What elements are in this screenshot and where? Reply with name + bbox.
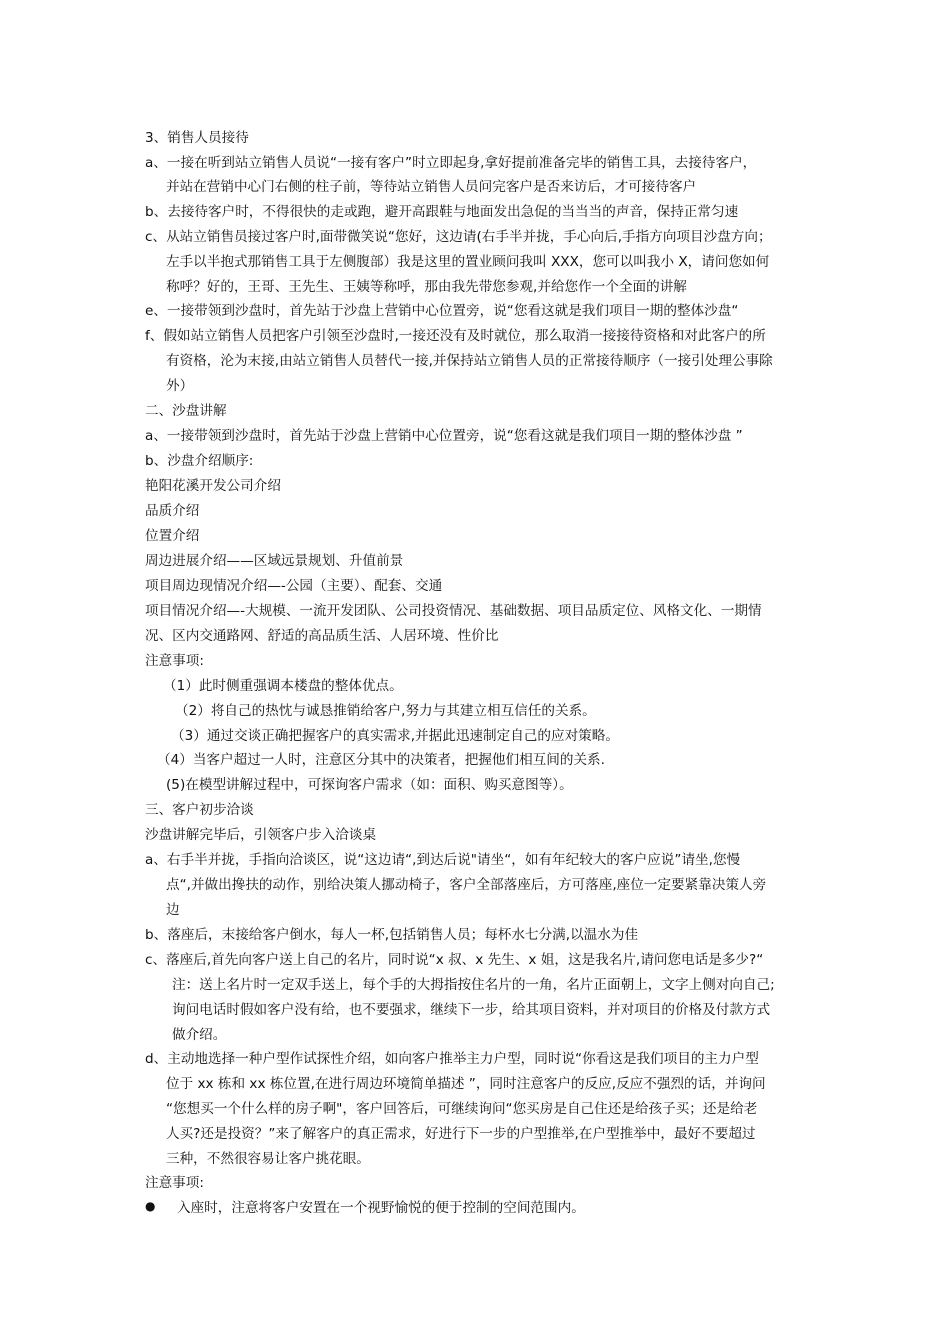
sandtable-order-5: 项目周边现情况介绍—-公园（主要）、配套、交通 <box>145 578 443 594</box>
negotiation-item-a-line3: 边 <box>166 902 180 918</box>
section-heading-reception: 3、销售人员接待 <box>145 130 249 146</box>
reception-item-e-line1: e、一接带领到沙盘时，首先站于沙盘上营销中心位置旁，说“您看这就是我们项目一期的整体沙盘“ <box>145 303 739 319</box>
sandtable-note-5: (5)在模型讲解过程中，可探询客户需求（如：面积、购买意图等）。 <box>166 777 573 793</box>
negotiation-item-d-line5: 三种，不然很容易让客户挑花眼。 <box>166 1151 370 1167</box>
reception-item-f-line1: f、假如站立销售人员把客户引领至沙盘时,一接还没有及时就位，那么取消一接接待资格和对此客户的所 <box>145 328 766 344</box>
reception-item-c-line2: 左手以半抱式那销售工具于左侧腹部）我是这里的置业顾问我叫 XXX，您可以叫我小 X，请问您如何 <box>166 254 770 270</box>
negotiation-item-c-line3: 询问电话时假如客户没有给，也不要强求，继续下一步，给其项目资料，并对项目的价格及付款方式 <box>172 1002 771 1018</box>
negotiation-item-d-line2: 位于 xx 栋和 xx 栋位置,在进行周边环境简单描述 ”，同时注意客户的反应,反应不强烈的话，并询问 <box>166 1076 766 1092</box>
sandtable-order-2: 品质介绍 <box>145 503 200 519</box>
sandtable-note-1: （1）此时侧重强调本楼盘的整体优点。 <box>163 678 403 694</box>
reception-item-c-line1: c、从站立销售员接过客户时,面带微笑说“您好，这边请(右手半并拢，手心向后,手指方向项目沙盘方向； <box>145 229 772 245</box>
sandtable-order-4: 周边进展介绍——区域远景规划、升值前景 <box>145 553 404 569</box>
reception-item-c-line3: 称呼？好的，王哥、王先生、王姨等称呼，那由我先带您参观,并给您作一个全面的讲解 <box>166 279 687 295</box>
negotiation-item-d-line3: “您想买一个什么样的房子啊"，客户回答后，可继续询问“您买房是自己住还是给孩子买；还是给老 <box>166 1101 758 1117</box>
reception-item-b-line1: b、去接待客户时，不得很快的走或跑，避开高跟鞋与地面发出急促的当当当的声音，保持正常匀速 <box>145 204 739 220</box>
sandtable-note-2: （2）将自己的热忱与诚恳推销给客户,努力与其建立相互信任的关系。 <box>175 703 596 719</box>
sandtable-item-a: a、一接带领到沙盘时，首先站于沙盘上营销中心位置旁，说“您看这就是我们项目一期的整体沙盘 ” <box>145 428 743 444</box>
negotiation-item-b-line1: b、落座后，末接给客户倒水，每人一杯,包括销售人员；每杯水七分满,以温水为佳 <box>145 927 639 943</box>
negotiation-bullet-1: 入座时，注意将客户安置在一个视野愉悦的便于控制的空间范围内。 <box>177 1200 585 1216</box>
negotiation-item-c-line4: 做介绍。 <box>172 1027 227 1043</box>
sandtable-note-4: （4）当客户超过一人时，注意区分其中的决策者，把握他们相互间的关系. <box>157 752 605 768</box>
negotiation-intro: 沙盘讲解完毕后，引领客户步入洽谈桌 <box>145 827 377 843</box>
sandtable-notes-heading: 注意事项: <box>145 653 204 669</box>
sandtable-order-3: 位置介绍 <box>145 528 200 544</box>
reception-item-a-line1: a、一接在听到站立销售人员说“一接有客户”时立即起身,拿好提前准备完毕的销售工具，去接待客户， <box>145 155 757 171</box>
negotiation-item-c-line2: 注：送上名片时一定双手送上，每个手的大拇指按住名片的一角，名片正面朝上，文字上侧对向自己; <box>172 977 775 993</box>
sandtable-order-6: 项目情况介绍—-大规模、一流开发团队、公司投资情况、基础数据、项目品质定位、风格文化、一期情 <box>145 603 762 619</box>
sandtable-note-3: （3）通过交谈正确把握客户的真实需求,并据此迅速制定自己的应对策略。 <box>171 728 619 744</box>
negotiation-item-d-line1: d、主动地选择一种户型作试探性介绍，如向客户推举主力户型，同时说“你看这是我们项目的主力户型 <box>145 1051 759 1067</box>
section-heading-sandtable: 二、沙盘讲解 <box>145 403 227 419</box>
negotiation-item-c-line1: c、落座后,首先向客户送上自己的名片，同时说“x 叔、x 先生、x 姐，这是我名片,请问您电话是多少?“ <box>145 952 764 968</box>
bullet-dot-icon: ● <box>145 1199 156 1213</box>
negotiation-item-d-line4: 人买?还是投资？”来了解客户的真正需求，好进行下一步的户型推举,在户型推举中，最好不要超过 <box>166 1126 756 1142</box>
sandtable-item-b: b、沙盘介绍顺序: <box>145 453 254 469</box>
sandtable-order-6-cont: 况、区内交通路网、舒适的高品质生活、人居环境、性价比 <box>145 628 499 644</box>
reception-item-f-line2: 有资格，沦为末接,由站立销售人员替代一接,并保持站立销售人员的正常接待顺序（一接引处理公事除 <box>166 353 773 369</box>
section-heading-negotiation: 三、客户初步洽谈 <box>145 802 254 818</box>
negotiation-item-a-line1: a、右手半并拢，手指向洽谈区，说“这边请“,到达后说"请坐“，如有年纪较大的客户应说”请坐,您慢 <box>145 852 741 868</box>
sandtable-order-1: 艳阳花溪开发公司介绍 <box>145 478 281 494</box>
negotiation-notes-heading: 注意事项: <box>145 1175 204 1191</box>
reception-item-f-line3: 外） <box>166 378 194 394</box>
reception-item-a-line2: 并站在营销中心门右侧的柱子前，等待站立销售人员问完客户是否来访后，才可接待客户 <box>166 179 697 195</box>
negotiation-item-a-line2: 点“,并做出搀扶的动作，别给决策人挪动椅子，客户全部落座后，方可落座,座位一定要紧靠决策人旁 <box>166 877 767 893</box>
